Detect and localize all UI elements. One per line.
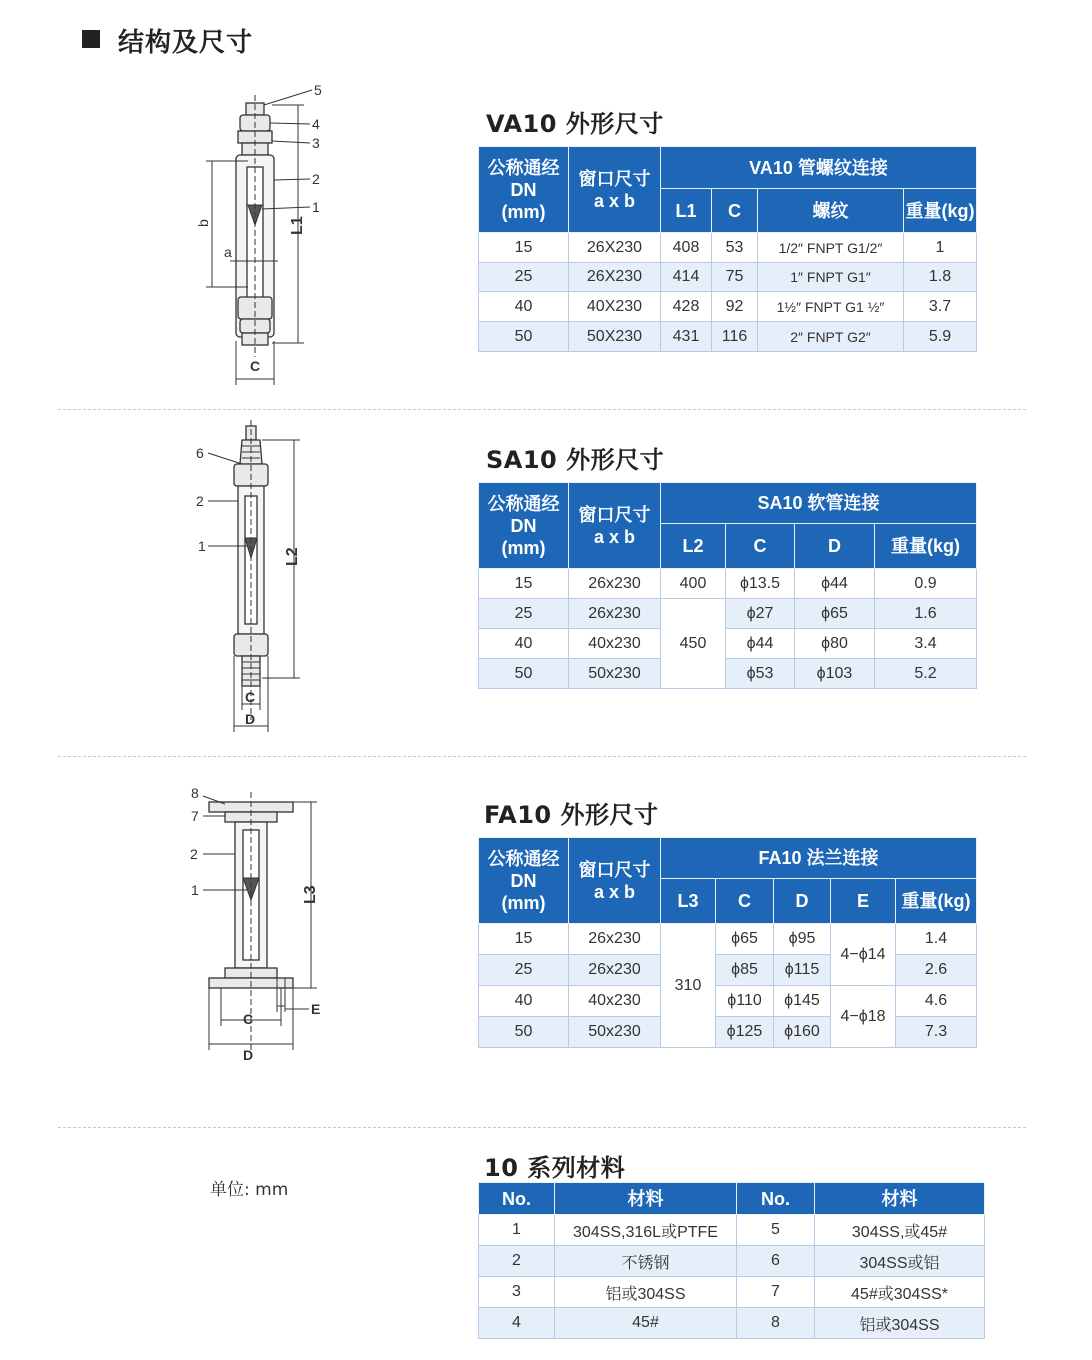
table-row <box>479 292 977 322</box>
cell-weight: 3.4 <box>875 629 977 659</box>
cell-material: 304SS或铝 <box>815 1246 985 1277</box>
fa10-label-c: C <box>243 1011 254 1027</box>
fa10-label-1: 1 <box>191 882 199 898</box>
va10-label-b: b <box>195 219 211 227</box>
cell-thread: 2″ FNPT G2″ <box>758 322 904 352</box>
va10-title: VA10 外形尺寸 <box>486 110 664 138</box>
va10-head-group: VA10 管螺纹连接 <box>661 147 977 189</box>
cell-l1: 428 <box>661 292 712 322</box>
sa10-drawing <box>190 420 320 740</box>
cell-d: ϕ145 <box>774 986 831 1017</box>
cell-c: 116 <box>712 322 758 352</box>
va10-label-4: 4 <box>312 116 320 132</box>
fa10-label-8: 8 <box>191 785 199 801</box>
cell-c: ϕ125 <box>716 1017 774 1048</box>
table-row <box>479 1246 985 1277</box>
cell-d: ϕ44 <box>795 569 875 599</box>
materials-head-no: No. <box>737 1183 815 1215</box>
va10-head-l1: L1 <box>661 189 712 233</box>
cell-material: 304SS,316L或PTFE <box>555 1215 737 1246</box>
cell-thread: 1½″ FNPT G1 ½″ <box>758 292 904 322</box>
cell-weight: 5.2 <box>875 659 977 689</box>
cell-material: 铝或304SS <box>815 1308 985 1339</box>
cell-no: 6 <box>737 1246 815 1277</box>
fa10-label-e: E <box>311 1001 321 1017</box>
fa10-head-dn: 公称通经 DN (mm) <box>479 838 569 924</box>
va10-table <box>478 146 977 352</box>
table-row <box>479 263 977 292</box>
sa10-head-l2: L2 <box>661 524 726 569</box>
cell-d: ϕ80 <box>795 629 875 659</box>
cell-dn: 50 <box>479 322 569 352</box>
va10-label-3: 3 <box>312 135 320 151</box>
va10-label-2: 2 <box>312 171 320 187</box>
cell-weight: 0.9 <box>875 569 977 599</box>
cell-window: 26X230 <box>569 233 661 263</box>
cell-d: ϕ115 <box>774 955 831 986</box>
cell-material: 45#或304SS* <box>815 1277 985 1308</box>
cell-dn: 50 <box>479 659 569 689</box>
cell-material: 304SS,或45# <box>815 1215 985 1246</box>
cell-window: 26x230 <box>569 599 661 629</box>
sa10-label-1: 1 <box>198 538 206 554</box>
cell-l2: 400 <box>661 569 726 599</box>
va10-label-c: C <box>250 358 261 374</box>
cell-l1: 414 <box>661 263 712 292</box>
sa10-head-weight: 重量(kg) <box>875 524 977 569</box>
cell-no: 8 <box>737 1308 815 1339</box>
table-row <box>479 1215 985 1246</box>
fa10-label-d: D <box>243 1047 254 1063</box>
table-row <box>479 599 977 629</box>
table-row <box>479 1277 985 1308</box>
cell-c: 92 <box>712 292 758 322</box>
cell-c: ϕ85 <box>716 955 774 986</box>
sa10-label-d: D <box>245 711 256 727</box>
va10-drawing <box>190 75 340 395</box>
cell-material: 铝或304SS <box>555 1277 737 1308</box>
sa10-title: SA10 外形尺寸 <box>486 446 665 474</box>
va10-label-1: 1 <box>312 199 320 215</box>
cell-dn: 40 <box>479 986 569 1017</box>
va10-head-weight: 重量(kg) <box>904 189 977 233</box>
cell-weight: 4.6 <box>896 986 977 1017</box>
cell-weight: 1 <box>904 233 977 263</box>
materials-head-material: 材料 <box>815 1183 985 1215</box>
cell-c: ϕ27 <box>726 599 795 629</box>
table-row <box>479 955 977 986</box>
materials-head-material: 材料 <box>555 1183 737 1215</box>
cell-window: 40x230 <box>569 986 661 1017</box>
table-row <box>479 569 977 599</box>
fa10-table <box>478 837 977 1048</box>
cell-dn: 15 <box>479 569 569 599</box>
section-divider <box>58 409 1026 410</box>
cell-e: 4−ϕ18 <box>831 986 896 1048</box>
cell-l3: 310 <box>661 924 716 1048</box>
cell-c: ϕ110 <box>716 986 774 1017</box>
sa10-label-c: C <box>245 689 256 705</box>
cell-no: 4 <box>479 1308 555 1339</box>
cell-dn: 40 <box>479 629 569 659</box>
cell-l1: 431 <box>661 322 712 352</box>
fa10-drawing <box>185 780 345 1070</box>
cell-weight: 2.6 <box>896 955 977 986</box>
cell-thread: 1/2″ FNPT G1/2″ <box>758 233 904 263</box>
cell-c: 53 <box>712 233 758 263</box>
sa10-label-6: 6 <box>196 445 204 461</box>
cell-c: ϕ13.5 <box>726 569 795 599</box>
cell-weight: 1.8 <box>904 263 977 292</box>
sa10-head-c: C <box>726 524 795 569</box>
cell-c: ϕ44 <box>726 629 795 659</box>
cell-d: ϕ160 <box>774 1017 831 1048</box>
cell-window: 50x230 <box>569 1017 661 1048</box>
cell-thread: 1″ FNPT G1″ <box>758 263 904 292</box>
fa10-label-l3: L3 <box>302 885 319 904</box>
fa10-label-7: 7 <box>191 808 199 824</box>
cell-no: 5 <box>737 1215 815 1246</box>
va10-label-5: 5 <box>314 82 322 98</box>
fa10-label-2: 2 <box>190 846 198 862</box>
cell-weight: 3.7 <box>904 292 977 322</box>
sa10-head-group: SA10 软管连接 <box>661 483 977 524</box>
fa10-title: FA10 外形尺寸 <box>484 801 659 829</box>
cell-weight: 1.4 <box>896 924 977 955</box>
cell-window: 50x230 <box>569 659 661 689</box>
cell-c: ϕ53 <box>726 659 795 689</box>
va10-head-c: C <box>712 189 758 233</box>
table-row <box>479 233 977 263</box>
cell-window: 50X230 <box>569 322 661 352</box>
materials-title: 10 系列材料 <box>484 1154 626 1182</box>
cell-weight: 7.3 <box>896 1017 977 1048</box>
fa10-head-d: D <box>774 879 831 924</box>
table-row <box>479 1308 985 1339</box>
cell-weight: 5.9 <box>904 322 977 352</box>
cell-d: ϕ95 <box>774 924 831 955</box>
sa10-label-l2: L2 <box>284 547 301 566</box>
cell-window: 40X230 <box>569 292 661 322</box>
header-bullet <box>82 30 100 48</box>
cell-window: 26x230 <box>569 955 661 986</box>
unit-note: 单位: mm <box>210 1180 289 1200</box>
cell-window: 40x230 <box>569 629 661 659</box>
cell-no: 7 <box>737 1277 815 1308</box>
fa10-head-weight: 重量(kg) <box>896 879 977 924</box>
cell-window: 26x230 <box>569 924 661 955</box>
cell-dn: 40 <box>479 292 569 322</box>
cell-dn: 25 <box>479 955 569 986</box>
cell-dn: 25 <box>479 599 569 629</box>
fa10-head-group: FA10 法兰连接 <box>661 838 977 879</box>
cell-l2: 450 <box>661 599 726 689</box>
va10-head-thread: 螺纹 <box>758 189 904 233</box>
cell-no: 1 <box>479 1215 555 1246</box>
cell-material: 45# <box>555 1308 737 1339</box>
sa10-head-d: D <box>795 524 875 569</box>
cell-no: 3 <box>479 1277 555 1308</box>
cell-d: ϕ65 <box>795 599 875 629</box>
cell-dn: 15 <box>479 233 569 263</box>
va10-label-l1: L1 <box>289 216 306 235</box>
cell-d: ϕ103 <box>795 659 875 689</box>
table-row <box>479 629 977 659</box>
cell-no: 2 <box>479 1246 555 1277</box>
cell-dn: 15 <box>479 924 569 955</box>
cell-dn: 50 <box>479 1017 569 1048</box>
cell-e: 4−ϕ14 <box>831 924 896 986</box>
table-row <box>479 924 977 955</box>
cell-weight: 1.6 <box>875 599 977 629</box>
materials-head-no: No. <box>479 1183 555 1215</box>
va10-head-dn: 公称通经 DN (mm) <box>479 147 569 233</box>
cell-l1: 408 <box>661 233 712 263</box>
page-title: 结构及尺寸 <box>118 28 254 58</box>
section-divider <box>58 756 1026 757</box>
cell-c: ϕ65 <box>716 924 774 955</box>
table-row <box>479 1017 977 1048</box>
table-row <box>479 322 977 352</box>
fa10-head-e: E <box>831 879 896 924</box>
sa10-head-dn: 公称通经 DN (mm) <box>479 483 569 569</box>
table-row <box>479 659 977 689</box>
cell-window: 26X230 <box>569 263 661 292</box>
sa10-label-2: 2 <box>196 493 204 509</box>
cell-window: 26x230 <box>569 569 661 599</box>
table-row <box>479 986 977 1017</box>
materials-table <box>478 1182 985 1339</box>
fa10-head-l3: L3 <box>661 879 716 924</box>
sa10-head-window: 窗口尺寸 a x b <box>569 483 661 569</box>
cell-dn: 25 <box>479 263 569 292</box>
fa10-head-c: C <box>716 879 774 924</box>
section-divider <box>58 1127 1026 1128</box>
cell-material: 不锈钢 <box>555 1246 737 1277</box>
fa10-head-window: 窗口尺寸 a x b <box>569 838 661 924</box>
cell-c: 75 <box>712 263 758 292</box>
va10-head-window: 窗口尺寸 a x b <box>569 147 661 233</box>
va10-label-a: a <box>224 244 232 260</box>
sa10-table <box>478 482 977 689</box>
